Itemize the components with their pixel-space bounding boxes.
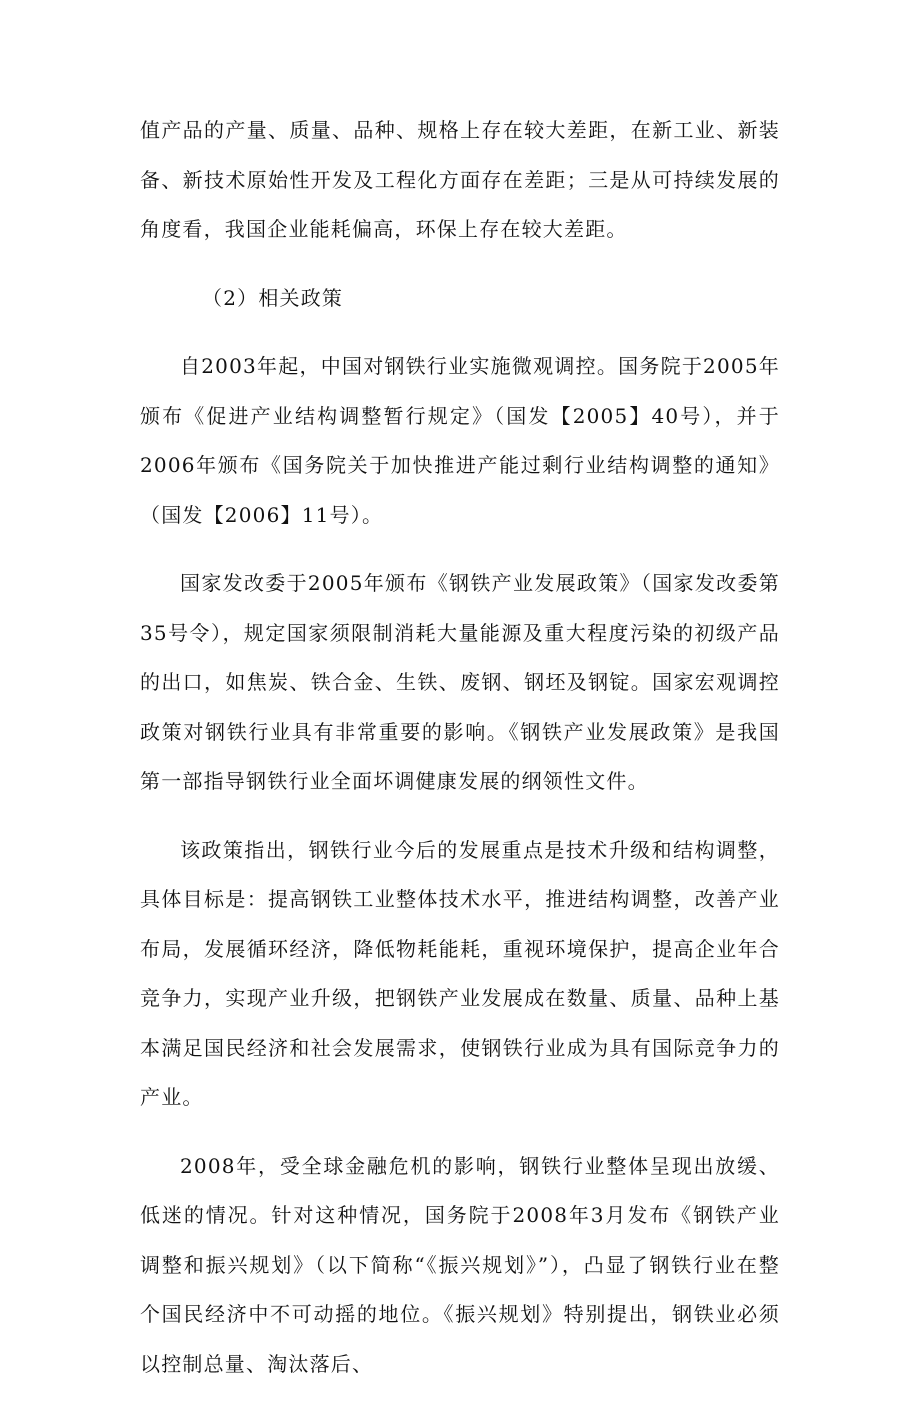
paragraph-steel-industry-policy: 国家发改委于2005年颁布《钢铁产业发展政策》（国家发改委第35号令），规定国家须限制消耗大量能源及重大程度污染的初级产品的出口，如焦炭、铁合金、生铁、废钢、钢坯及钢锭。国家宏观调控政策对钢铁行业具有非常重要的影响。《钢铁产业发展政策》是我国第一部指导钢铁行业全面坏调健康发展的纲领性文件。: [140, 571, 780, 793]
paragraph-continuation: 值产品的产量、质量、品种、规格上存在较大差距，在新工业、新装备、新技术原始性开发及工程化方面存在差距；三是从可持续发展的角度看，我国企业能耗偏高，环保上存在较大差距。: [140, 118, 780, 241]
paragraph-state-council-policies: 自2003年起，中国对钢铁行业实施微观调控。国务院于2005年颁布《促进产业结构调整暂行规定》（国发【2005】40号），并于2006年颁布《国务院关于加快推进产能过剩行业结构调整的通知》（国发【2006】11号）。: [140, 354, 780, 527]
paragraph-policy-goals: 该政策指出，钢铁行业今后的发展重点是技术升级和结构调整，具体目标是：提高钢铁工业整体技术水平，推进结构调整，改善产业布局，发展循环经济，降低物耗能耗，重视环境保护，提高企业年合竞争力，实现产业升级，把钢铁产业发展成在数量、质量、品种上基本满足国民经济和社会发展需求，使钢铁行业成为具有国际竞争力的产业。: [140, 837, 780, 1109]
section-heading-related-policies: （2）相关政策: [202, 285, 344, 310]
paragraph-revitalization-plan: 2008年，受全球金融危机的影响，钢铁行业整体呈现出放缓、低迷的情况。针对这种情况，国务院于2008年3月发布《钢铁产业调整和振兴规划》（以下简称“《振兴规划》”），凸显了钢铁行业在整个国民经济中不可动摇的地位。《振兴规划》特别提出，钢铁业必须以控制总量、淘汰落后、: [140, 1153, 780, 1376]
document-page: [140, 106, 780, 1408]
